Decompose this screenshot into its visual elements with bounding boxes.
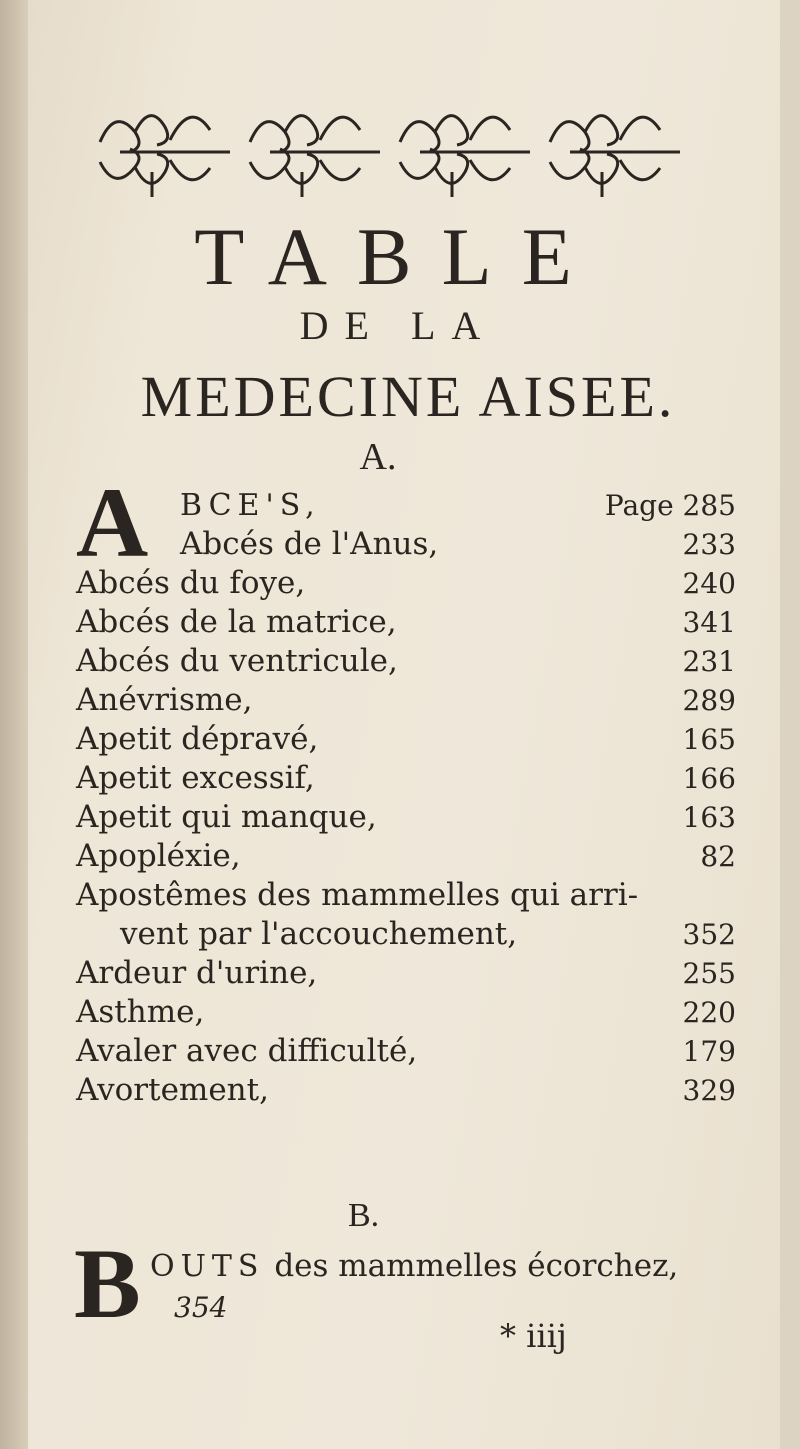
entry-page: 82 [700,840,736,873]
entry-page: 165 [682,723,736,756]
index-entry-wrapped-line2 [76,915,736,954]
index-entry [76,759,736,798]
entry-page: 233 [682,528,736,561]
entry-page: 179 [682,1035,736,1068]
index-entry-b-page: 354 [174,1291,228,1324]
index-entry [76,603,736,642]
entry-text: Avaler avec difficulté, [76,1033,418,1069]
entry-page: 289 [682,684,736,717]
entry-page: 341 [682,606,736,639]
index-entry [76,798,736,837]
table-subtitle: DE LA [299,303,497,348]
entry-text: Abcés de l'Anus, [180,526,439,562]
index-entry-wrapped-line1 [76,876,736,915]
entry-page: 352 [682,918,736,951]
index-entry [76,564,736,603]
index-entry [76,993,736,1032]
entry-page: 220 [682,996,736,1029]
entry-page: 231 [682,645,736,678]
index-entry [76,486,736,525]
entry-page: 255 [682,957,736,990]
index-entry [76,837,736,876]
page-gutter-shadow [0,0,28,1449]
entry-page: 163 [682,801,736,834]
entry-page: 329 [682,1074,736,1107]
entry-text: Apetit dépravé, [76,721,319,757]
entry-text: Abcés de la matrice, [76,604,397,640]
entry-text: vent par l'accouchement, [120,916,518,952]
entry-text: BCE'S, [180,488,321,523]
fleuron-ornament-band [90,92,710,202]
entry-text: Avortement, [76,1072,269,1108]
index-entries-a [76,486,736,1110]
signature-mark: * iiij [500,1317,567,1355]
index-entry [76,525,736,564]
entry-page: 166 [682,762,736,795]
book-title: MEDECINE AISEE. [140,364,676,429]
entry-text: Abcés du foye, [76,565,306,601]
index-entry [76,1032,736,1071]
index-entry [76,954,736,993]
book-page [28,0,780,1449]
index-entry [76,1071,736,1110]
index-entry [76,642,736,681]
entry-text: Anévrisme, [76,682,253,718]
entry-text: Abcés du ventricule, [76,643,398,679]
index-entry [76,720,736,759]
entry-page: 240 [682,567,736,600]
entry-text: Apopléxie, [76,838,241,874]
dropcap-a: A [76,467,149,578]
entry-text: Apetit qui manque, [76,799,377,835]
index-entry-b-line1 [150,1246,678,1287]
entry-page: Page 285 [604,489,736,522]
entry-caps: OUTS [150,1249,265,1284]
entry-text: Ardeur d'urine, [76,955,318,991]
dropcap-b: B [74,1228,141,1339]
entry-text: Apetit excessif, [76,760,315,796]
section-letter-a: A. [359,436,397,478]
entry-text: Apostêmes des mammelles qui arri- [76,877,639,913]
entry-text: Asthme, [76,994,205,1030]
table-title: TABLE [194,211,602,302]
entry-text: des mammelles écorchez, [274,1248,679,1284]
section-letter-b: B. [348,1197,380,1234]
index-entry [76,681,736,720]
